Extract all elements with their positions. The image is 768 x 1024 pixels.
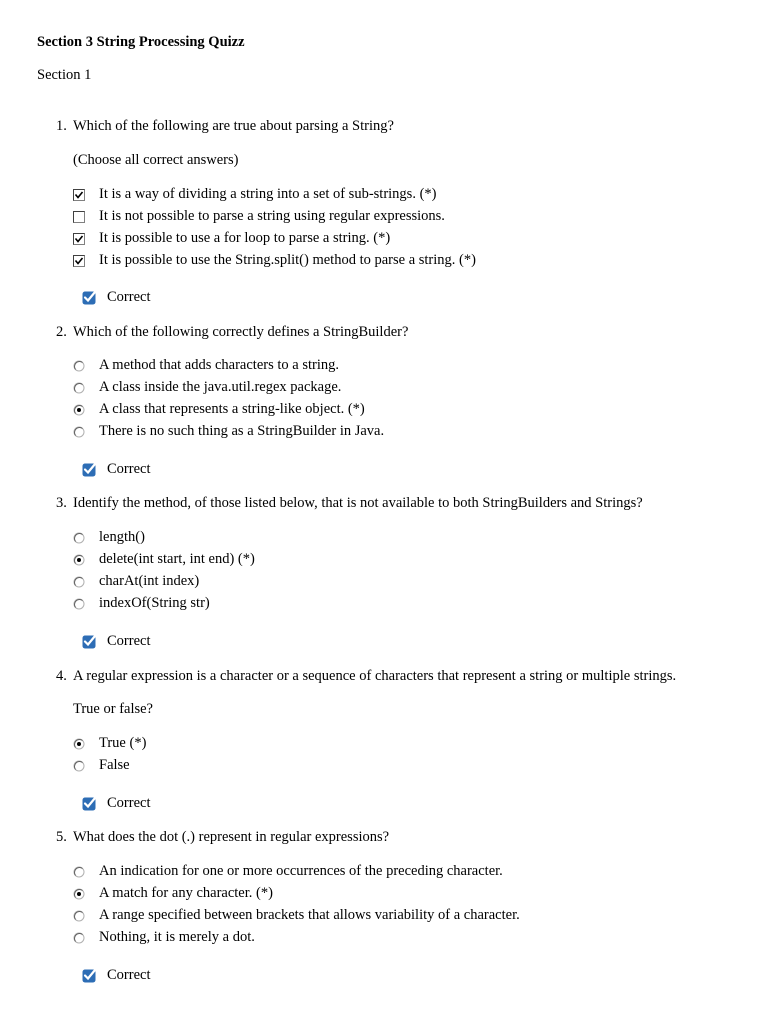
- option-checkbox[interactable]: [73, 186, 436, 203]
- option-label: There is no such thing as a StringBuilder in Java.: [99, 423, 385, 439]
- result-indicator: [82, 633, 150, 650]
- option-checkbox[interactable]: [73, 208, 445, 225]
- radio-icon[interactable]: [73, 426, 85, 438]
- option-label: A method that adds characters to a string.: [99, 357, 339, 373]
- question-number: 1.: [56, 118, 67, 134]
- checkmark-badge-icon: [82, 796, 97, 811]
- result-indicator: [82, 795, 150, 812]
- section-heading: Section 1: [37, 67, 92, 83]
- option-label: length(): [99, 529, 145, 545]
- result-label: Correct: [107, 289, 151, 305]
- checkbox-icon[interactable]: [73, 189, 85, 201]
- radio-icon[interactable]: [73, 382, 85, 394]
- option-radio[interactable]: [73, 401, 365, 418]
- result-label: Correct: [107, 633, 151, 649]
- question-text: Identify the method, of those listed below, that is not available to both StringBuilders and Strings?: [73, 495, 643, 511]
- option-checkbox[interactable]: [73, 252, 476, 269]
- checkmark-badge-icon: [82, 634, 97, 649]
- question-number: 3.: [56, 495, 67, 511]
- page-title: Section 3 String Processing Quizz: [37, 34, 245, 50]
- radio-icon[interactable]: [73, 760, 85, 772]
- radio-icon[interactable]: [73, 738, 85, 750]
- option-label: Nothing, it is merely a dot.: [99, 929, 255, 945]
- option-label: A match for any character. (*): [99, 885, 273, 901]
- checkmark-badge-icon: [82, 968, 97, 983]
- radio-icon[interactable]: [73, 404, 85, 416]
- checkbox-icon[interactable]: [73, 211, 85, 223]
- radio-icon[interactable]: [73, 866, 85, 878]
- option-label: False: [99, 757, 130, 773]
- option-label: It is a way of dividing a string into a set of sub-strings. (*): [99, 186, 437, 202]
- question-text: Which of the following correctly defines a StringBuilder?: [73, 324, 409, 340]
- question-note: (Choose all correct answers): [73, 152, 239, 168]
- checkmark-badge-icon: [82, 290, 97, 305]
- question-number: 5.: [56, 829, 67, 845]
- option-radio[interactable]: [73, 357, 339, 374]
- radio-icon[interactable]: [73, 532, 85, 544]
- option-label: True (*): [99, 735, 147, 751]
- radio-icon[interactable]: [73, 360, 85, 372]
- option-label: It is possible to use the String.split() method to parse a string. (*): [99, 252, 476, 268]
- checkmark-badge-icon: [82, 462, 97, 477]
- option-radio[interactable]: [73, 929, 255, 946]
- result-indicator: [82, 967, 150, 984]
- question-subtext: True or false?: [73, 701, 153, 717]
- option-radio[interactable]: [73, 573, 199, 590]
- option-label: It is possible to use a for loop to parse a string. (*): [99, 230, 391, 246]
- result-indicator: [82, 461, 150, 478]
- option-label: indexOf(String str): [99, 595, 210, 611]
- question-text: What does the dot (.) represent in regular expressions?: [73, 829, 390, 845]
- radio-icon[interactable]: [73, 910, 85, 922]
- option-radio[interactable]: [73, 379, 341, 396]
- question-text: A regular expression is a character or a sequence of characters that represent a string or multiple strings.: [73, 668, 677, 684]
- option-label: charAt(int index): [99, 573, 200, 589]
- checkbox-icon[interactable]: [73, 255, 85, 267]
- radio-icon[interactable]: [73, 554, 85, 566]
- radio-icon[interactable]: [73, 932, 85, 944]
- radio-icon[interactable]: [73, 598, 85, 610]
- option-radio[interactable]: [73, 551, 255, 568]
- result-indicator: [82, 289, 150, 306]
- option-radio[interactable]: [73, 863, 503, 880]
- option-label: A range specified between brackets that allows variability of a character.: [99, 907, 520, 923]
- radio-icon[interactable]: [73, 576, 85, 588]
- question-text: Which of the following are true about parsing a String?: [73, 118, 394, 134]
- option-radio[interactable]: [73, 757, 130, 774]
- checkbox-icon[interactable]: [73, 233, 85, 245]
- option-label: An indication for one or more occurrences of the preceding character.: [99, 863, 503, 879]
- option-radio[interactable]: [73, 907, 520, 924]
- option-label: delete(int start, int end) (*): [99, 551, 255, 567]
- option-radio[interactable]: [73, 885, 273, 902]
- radio-icon[interactable]: [73, 888, 85, 900]
- question-number: 4.: [56, 668, 67, 684]
- option-radio[interactable]: [73, 595, 210, 612]
- option-radio[interactable]: [73, 529, 145, 546]
- option-radio[interactable]: [73, 423, 384, 440]
- question-number: 2.: [56, 324, 67, 340]
- option-label: A class that represents a string-like object. (*): [99, 401, 365, 417]
- option-radio[interactable]: [73, 735, 146, 752]
- result-label: Correct: [107, 461, 151, 477]
- result-label: Correct: [107, 795, 151, 811]
- option-label: A class inside the java.util.regex package.: [99, 379, 342, 395]
- option-label: It is not possible to parse a string using regular expressions.: [99, 208, 445, 224]
- option-checkbox[interactable]: [73, 230, 390, 247]
- result-label: Correct: [107, 967, 151, 983]
